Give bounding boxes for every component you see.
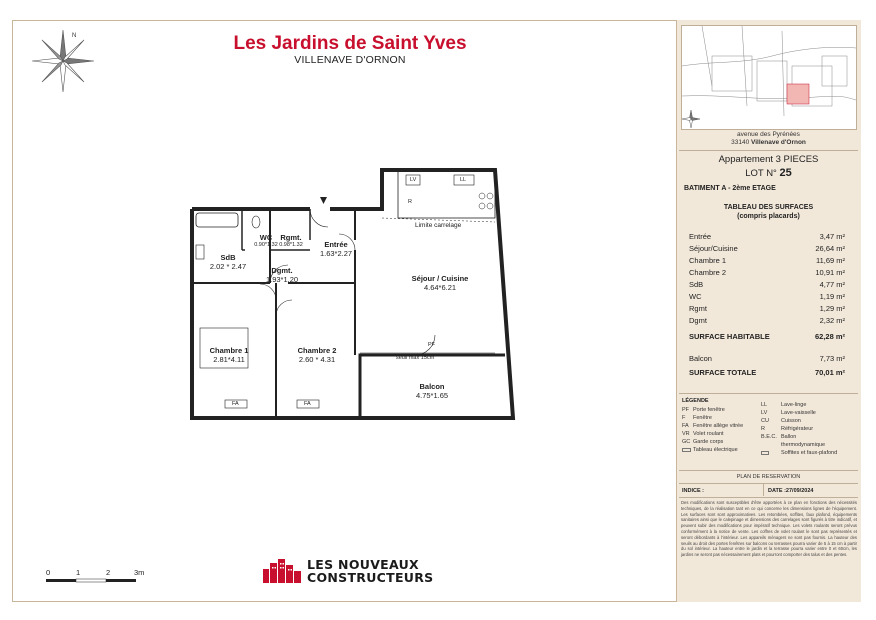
address-city-line — [676, 139, 861, 147]
project-title: Les Jardins de Saint Yves — [233, 33, 467, 54]
legend-item: GC Garde corps — [682, 439, 724, 445]
surface-totale-value: 70,01 m² — [814, 368, 845, 377]
surface-row — [689, 244, 845, 254]
divider — [679, 150, 858, 151]
fa-label-1: FA — [232, 401, 239, 407]
room-chambre1-name: Chambre 1 — [209, 346, 249, 355]
surface-label: Chambre 1 — [689, 256, 727, 265]
scale-mark-2: 2 — [106, 568, 111, 577]
indice-label: INDICE : — [682, 488, 704, 494]
scale-mark-3: 3m — [134, 568, 145, 577]
balcon-label: Balcon — [689, 354, 712, 363]
room-sdb — [210, 253, 246, 272]
surface-value: 2,32 m² — [819, 316, 845, 325]
north-arrow-icon — [681, 109, 701, 129]
ll-label: LL — [460, 177, 467, 183]
surface-value: 4,77 m² — [819, 280, 845, 289]
surface-label: WC — [689, 292, 702, 301]
surface-value: 10,91 m² — [815, 268, 845, 277]
legend-item: LL Lave-linge — [761, 402, 807, 408]
lot-line — [676, 167, 861, 179]
surface-row — [689, 268, 845, 278]
site-map-drawing — [682, 26, 856, 129]
surface-row — [689, 256, 845, 266]
divider — [763, 484, 764, 496]
room-chambre2 — [298, 346, 337, 365]
surface-row — [689, 280, 845, 290]
divider — [679, 497, 858, 498]
building-floor: BATIMENT A - 2ème ETAGE — [684, 185, 776, 192]
surface-label: Rgmt — [689, 304, 707, 313]
legend-item: LV Lave-vaisselle — [761, 410, 816, 416]
room-sdb-name: SdB — [220, 253, 236, 262]
balcon-value: 7,73 m² — [819, 354, 845, 363]
legend-item: PF Porte fenêtre — [682, 407, 725, 413]
logo-line-2: CONSTRUCTEURS — [307, 570, 434, 585]
room-sejour-name: Séjour / Cuisine — [411, 274, 469, 283]
surfaces-title-1: TABLEAU DES SURFACES — [723, 204, 814, 211]
surface-habitable-label: SURFACE HABITABLE — [689, 332, 770, 341]
surface-row — [689, 232, 845, 242]
surface-habitable-row — [689, 332, 845, 342]
compass-rose-icon — [30, 28, 96, 94]
legend-item: B.E.C. Ballon — [761, 434, 797, 440]
lot-number: 25 — [779, 167, 792, 179]
electric-panel-icon — [682, 448, 691, 452]
logo-buildings-icon — [263, 559, 301, 583]
company-logo — [263, 558, 433, 584]
room-entree — [320, 240, 352, 259]
scale-bar — [46, 577, 146, 591]
surface-totale-row — [689, 368, 845, 378]
divider — [679, 483, 858, 484]
room-wc-dim: 0.90*1.32 — [254, 242, 278, 249]
room-chambre1 — [210, 346, 249, 365]
room-dgmt — [266, 266, 298, 285]
logo-line-1: LES NOUVEAUX — [307, 557, 419, 572]
address — [676, 131, 861, 147]
legend-item: thermodynamique — [781, 442, 826, 448]
legend-item: R Réfrigérateur — [761, 426, 814, 432]
fa-label-2: FA — [304, 401, 311, 407]
room-wc-name: WC — [259, 233, 273, 242]
room-chambre2-name: Chambre 2 — [297, 346, 337, 355]
room-balcon-name: Balcon — [419, 382, 445, 391]
lv-label: LV — [410, 177, 417, 183]
seuil-label: seuil max 15cm — [396, 355, 435, 361]
surface-row — [689, 304, 845, 314]
surface-value: 3,47 m² — [819, 232, 845, 241]
logo-text — [307, 558, 433, 584]
site-map — [681, 25, 857, 130]
legend-left — [682, 406, 743, 454]
r-label: R — [408, 199, 412, 205]
room-dgmt-name: Dgmt. — [271, 266, 293, 275]
address-postcode: 33140 — [731, 139, 751, 146]
address-street: avenue des Pyrénées — [737, 131, 800, 138]
legend-right — [761, 401, 837, 457]
divider — [679, 470, 858, 471]
surface-totale-label: SURFACE TOTALE — [689, 368, 757, 377]
surface-row — [689, 316, 845, 326]
project-city: VILLENAVE D'ORNON — [294, 54, 406, 66]
legend-item: FA Fenêtre allège vitrée — [682, 423, 744, 429]
balcon-row — [689, 354, 845, 364]
room-sejour-dim: 4.64*6.21 — [423, 283, 457, 293]
legend-item: F Fenêtre — [682, 415, 712, 421]
scale-mark-1: 1 — [76, 568, 81, 577]
surfaces-table-title — [676, 203, 861, 221]
room-chambre2-dim: 2.60 * 4.31 — [298, 355, 336, 365]
surface-label: Séjour/Cuisine — [689, 244, 738, 253]
legend-item: VR Volet roulant — [682, 431, 724, 437]
surface-label: Chambre 2 — [689, 268, 727, 277]
surface-value: 11,69 m² — [815, 256, 845, 265]
surface-row — [689, 292, 845, 302]
floor-plan-drawing — [170, 150, 540, 440]
floor-plan — [170, 150, 540, 440]
surface-value: 1,29 m² — [819, 304, 845, 313]
address-city: Villenave d'Ornon — [751, 139, 806, 146]
room-sejour — [412, 274, 469, 293]
surfaces-title-2: (compris placards) — [737, 213, 800, 220]
compass-letter: N — [72, 33, 77, 39]
room-chambre1-dim: 2.81*4.11 — [213, 355, 245, 365]
legend-item: Tableau électrique — [682, 446, 743, 454]
room-sdb-dim: 2.02 * 2.47 — [209, 262, 247, 272]
surface-label: SdB — [689, 280, 704, 289]
soffit-icon — [761, 451, 769, 455]
room-balcon-dim: 4.75*1.65 — [415, 391, 449, 401]
surface-value: 1,19 m² — [819, 292, 845, 301]
pf-label: PF — [428, 342, 436, 348]
date-label: DATE :27/09/2024 — [768, 488, 814, 494]
room-rgmt-name: Rgmt. — [280, 233, 302, 242]
room-dgmt-dim: 1.93*1.20 — [265, 275, 299, 285]
surface-value: 26,64 m² — [815, 244, 845, 253]
surface-label: Dgmt — [689, 316, 707, 325]
room-rgmt — [279, 233, 303, 249]
legend-item: CU Cuisson — [761, 418, 801, 424]
surface-habitable-value: 62,28 m² — [814, 332, 845, 341]
divider — [679, 393, 858, 394]
surface-label: Entrée — [689, 232, 712, 241]
scale-mark-0: 0 — [46, 568, 51, 577]
room-rgmt-dim: 0.98*1.32 — [279, 242, 303, 249]
room-entree-dim: 1.63*2.27 — [319, 249, 353, 259]
limite-carrelage-label: Limite carrelage — [415, 222, 462, 229]
lot-prefix: LOT N° — [745, 168, 780, 179]
room-balcon — [416, 382, 448, 401]
room-entree-name: Entrée — [324, 240, 348, 249]
apartment-type: Appartement 3 PIECES — [718, 154, 819, 165]
legend-item: Soffites et faux-plafond — [761, 449, 837, 457]
plan-reservation-label: PLAN DE RESERVATION — [736, 474, 801, 480]
disclaimer-text: Des modifications sont susceptibles d'être apportées à ce plan en fonctions des nécessités techniques, de la réalisation tant en ce qui concerne les dimensions lignes de l'équipement. Les surfaces sont sont approximatives. Les retombées, soffites, faux plafond, équipements sanitaires ainsi que le calepinage et dimensions des carrelages sont figurés à titre indicatif, et peuvent subir des modifications pour impératif technique. Les volets roulants seront prévus conformément à la notice de vente. Les coffres de volet roulant le sont pas représentés et seront débordants à l'intérieur. Les appareils ménagers ne sont pas fournis. La hauteur des seuils au droit des portes fenêtres sur balcons ou terrasses pourra varier de 5 à 15 cm à partir du sol intérieur. La hauteur entre le jardin et la terrasse pourra varier entre 0 et 60cm, les jardins ne seront pas nécessairement plats et pourront comporter des talus et des pentes. — [681, 500, 857, 558]
legend-title: LÉGENDE — [682, 398, 709, 404]
room-wc — [254, 233, 278, 249]
